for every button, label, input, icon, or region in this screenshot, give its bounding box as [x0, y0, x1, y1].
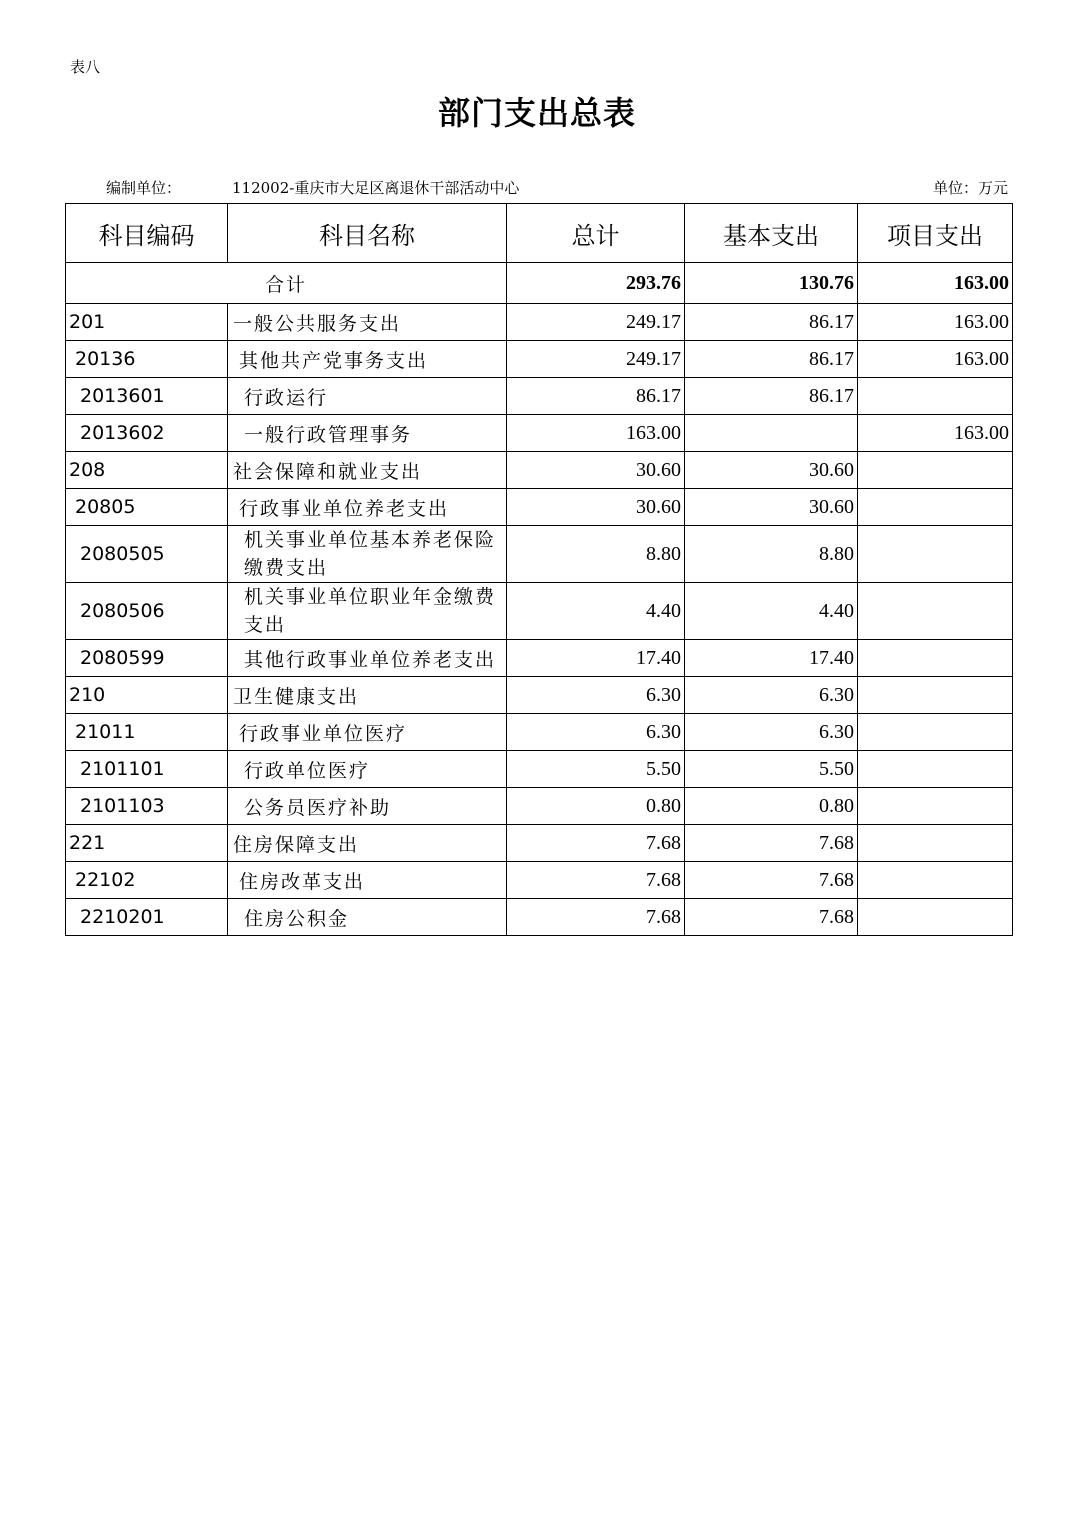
header-total: 总计 — [507, 204, 685, 263]
header-name: 科目名称 — [228, 204, 507, 263]
row-basic: 30.60 — [685, 452, 858, 489]
total-total: 293.76 — [507, 263, 685, 304]
row-project — [858, 677, 1013, 714]
row-code: 2080506 — [66, 583, 228, 640]
row-code: 22102 — [66, 862, 228, 899]
currency-unit: 单位：万元 — [932, 179, 1008, 197]
row-project — [858, 825, 1013, 862]
row-project — [858, 452, 1013, 489]
row-basic: 6.30 — [685, 677, 858, 714]
table-row — [66, 583, 1013, 640]
total-label: 合计 — [66, 263, 507, 304]
row-total: 6.30 — [507, 714, 685, 751]
row-basic: 4.40 — [685, 583, 858, 640]
row-code: 210 — [66, 677, 228, 714]
row-basic: 6.30 — [685, 714, 858, 751]
table-row — [66, 825, 1013, 862]
row-basic: 17.40 — [685, 640, 858, 677]
row-total: 7.68 — [507, 899, 685, 936]
row-basic: 86.17 — [685, 304, 858, 341]
header-basic: 基本支出 — [685, 204, 858, 263]
row-project — [858, 899, 1013, 936]
row-name: 公务员医疗补助 — [228, 788, 507, 825]
row-code: 2080599 — [66, 640, 228, 677]
row-total: 8.80 — [507, 526, 685, 583]
row-code: 20805 — [66, 489, 228, 526]
row-basic: 86.17 — [685, 341, 858, 378]
table-row — [66, 341, 1013, 378]
row-total: 249.17 — [507, 341, 685, 378]
expenditure-table — [65, 203, 1013, 936]
row-total: 6.30 — [507, 677, 685, 714]
row-project: 163.00 — [858, 304, 1013, 341]
row-total: 30.60 — [507, 489, 685, 526]
row-project — [858, 751, 1013, 788]
row-basic: 8.80 — [685, 526, 858, 583]
row-code: 21011 — [66, 714, 228, 751]
row-code: 201 — [66, 304, 228, 341]
row-name: 住房公积金 — [228, 899, 507, 936]
row-code: 20136 — [66, 341, 228, 378]
row-name: 行政运行 — [228, 378, 507, 415]
row-total: 7.68 — [507, 825, 685, 862]
row-project — [858, 489, 1013, 526]
table-row — [66, 452, 1013, 489]
table-row — [66, 714, 1013, 751]
total-row — [66, 263, 1013, 304]
row-project — [858, 788, 1013, 825]
row-total: 0.80 — [507, 788, 685, 825]
row-name: 行政单位医疗 — [228, 751, 507, 788]
row-basic: 0.80 — [685, 788, 858, 825]
row-total: 4.40 — [507, 583, 685, 640]
header-code: 科目编码 — [66, 204, 228, 263]
row-name: 行政事业单位医疗 — [228, 714, 507, 751]
table-number: 表八 — [70, 58, 101, 76]
row-project — [858, 640, 1013, 677]
row-project — [858, 583, 1013, 640]
row-project: 163.00 — [858, 415, 1013, 452]
row-project — [858, 862, 1013, 899]
row-code: 2013602 — [66, 415, 228, 452]
table-row — [66, 489, 1013, 526]
row-name: 卫生健康支出 — [228, 677, 507, 714]
row-basic: 7.68 — [685, 862, 858, 899]
total-basic: 130.76 — [685, 263, 858, 304]
row-code: 2101103 — [66, 788, 228, 825]
row-name: 其他共产党事务支出 — [228, 341, 507, 378]
row-basic: 5.50 — [685, 751, 858, 788]
row-code: 2210201 — [66, 899, 228, 936]
row-name: 机关事业单位职业年金缴费支出 — [228, 583, 507, 640]
row-project: 163.00 — [858, 341, 1013, 378]
row-total: 163.00 — [507, 415, 685, 452]
row-project — [858, 714, 1013, 751]
row-name: 住房改革支出 — [228, 862, 507, 899]
row-basic: 7.68 — [685, 899, 858, 936]
header-project: 项目支出 — [858, 204, 1013, 263]
table-row — [66, 862, 1013, 899]
table-row — [66, 415, 1013, 452]
table-row — [66, 677, 1013, 714]
total-project: 163.00 — [858, 263, 1013, 304]
row-total: 5.50 — [507, 751, 685, 788]
row-basic: 7.68 — [685, 825, 858, 862]
compiling-unit-label: 编制单位： — [106, 179, 182, 197]
row-name: 一般公共服务支出 — [228, 304, 507, 341]
row-code: 2013601 — [66, 378, 228, 415]
table-row — [66, 788, 1013, 825]
page-title: 部门支出总表 — [437, 94, 636, 132]
table-row — [66, 640, 1013, 677]
row-name: 社会保障和就业支出 — [228, 452, 507, 489]
row-total: 17.40 — [507, 640, 685, 677]
row-name: 一般行政管理事务 — [228, 415, 507, 452]
row-basic: 86.17 — [685, 378, 858, 415]
table-row — [66, 304, 1013, 341]
row-code: 2080505 — [66, 526, 228, 583]
row-project — [858, 526, 1013, 583]
row-code: 221 — [66, 825, 228, 862]
row-basic — [685, 415, 858, 452]
table-row — [66, 899, 1013, 936]
row-basic: 30.60 — [685, 489, 858, 526]
table-row — [66, 378, 1013, 415]
row-name: 机关事业单位基本养老保险缴费支出 — [228, 526, 507, 583]
row-code: 208 — [66, 452, 228, 489]
compiling-unit-name: 112002-重庆市大足区离退休干部活动中心 — [232, 179, 520, 197]
table-header-row — [66, 204, 1013, 263]
row-total: 7.68 — [507, 862, 685, 899]
row-total: 30.60 — [507, 452, 685, 489]
row-code: 2101101 — [66, 751, 228, 788]
table-row — [66, 751, 1013, 788]
row-project — [858, 378, 1013, 415]
row-name: 其他行政事业单位养老支出 — [228, 640, 507, 677]
row-total: 86.17 — [507, 378, 685, 415]
table-row — [66, 526, 1013, 583]
row-name: 行政事业单位养老支出 — [228, 489, 507, 526]
row-total: 249.17 — [507, 304, 685, 341]
row-name: 住房保障支出 — [228, 825, 507, 862]
